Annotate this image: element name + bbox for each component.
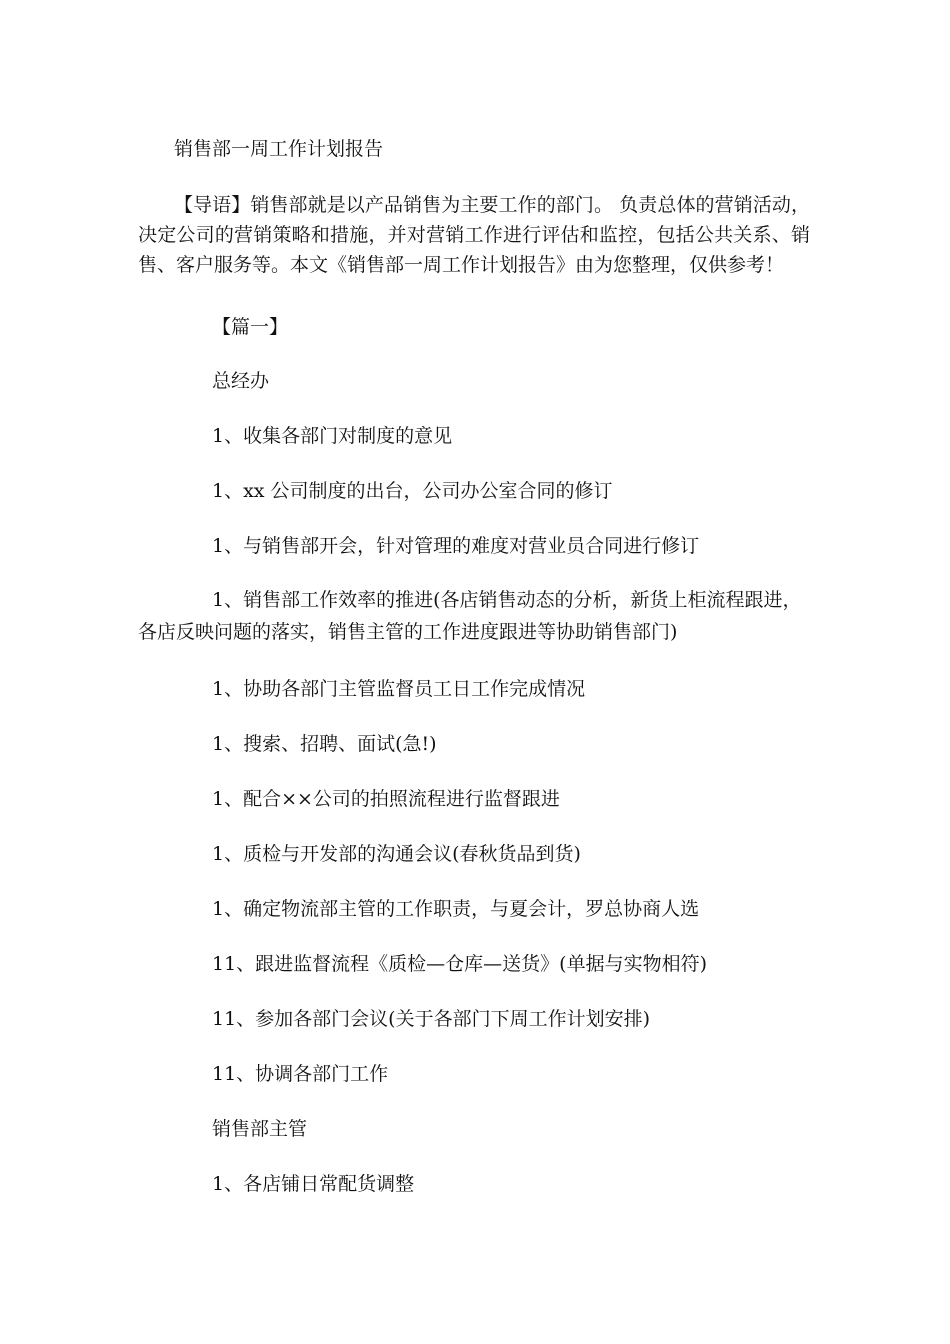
heading-sales-supervisor: 销售部主管: [212, 1118, 308, 1140]
list-item: 11、跟进监督流程《质检—仓库—送货》(单据与实物相符): [212, 953, 708, 975]
list-item: 1、搜索、招聘、面试(急!): [212, 733, 437, 755]
section-label: 【篇一】: [212, 316, 289, 338]
list-item: 1、收集各部门对制度的意见: [212, 425, 453, 447]
list-item: 1、销售部工作效率的推进(各店销售动态的分析，新货上柜流程跟进，各店反映问题的落实，销售主管的工作进度跟进等协助销售部门): [138, 589, 802, 643]
heading-general-office: 总经办: [212, 370, 270, 392]
document-title: 销售部一周工作计划报告: [174, 138, 384, 160]
list-item: 1、确定物流部主管的工作职责，与夏会计，罗总协商人选: [212, 898, 700, 920]
list-item: 11、协调各部门工作: [212, 1063, 389, 1085]
list-item: 1、协助各部门主管监督员工日工作完成情况: [212, 678, 586, 700]
list-item: 1、各店铺日常配货调整: [212, 1173, 415, 1195]
list-item: 1、xx 公司制度的出台，公司办公室合同的修订: [212, 480, 613, 502]
list-item: 11、参加各部门会议(关于各部门下周工作计划安排): [212, 1008, 651, 1030]
list-item: 1、质检与开发部的沟通会议(春秋货品到货): [212, 843, 581, 865]
list-item: 1、与销售部开会，针对管理的难度对营业员合同进行修订: [212, 535, 700, 557]
list-item: 1、配合××公司的拍照流程进行监督跟进: [212, 788, 560, 810]
intro-paragraph: 【导语】销售部就是以产品销售为主要工作的部门。 负责总体的营销活动，决定公司的营销策略和措施，并对营销工作进行评估和监控，包括公共关系、销售、客户服务等。本文《销售部一周工作计划报告》由为您整理，仅供参考！: [138, 194, 810, 276]
